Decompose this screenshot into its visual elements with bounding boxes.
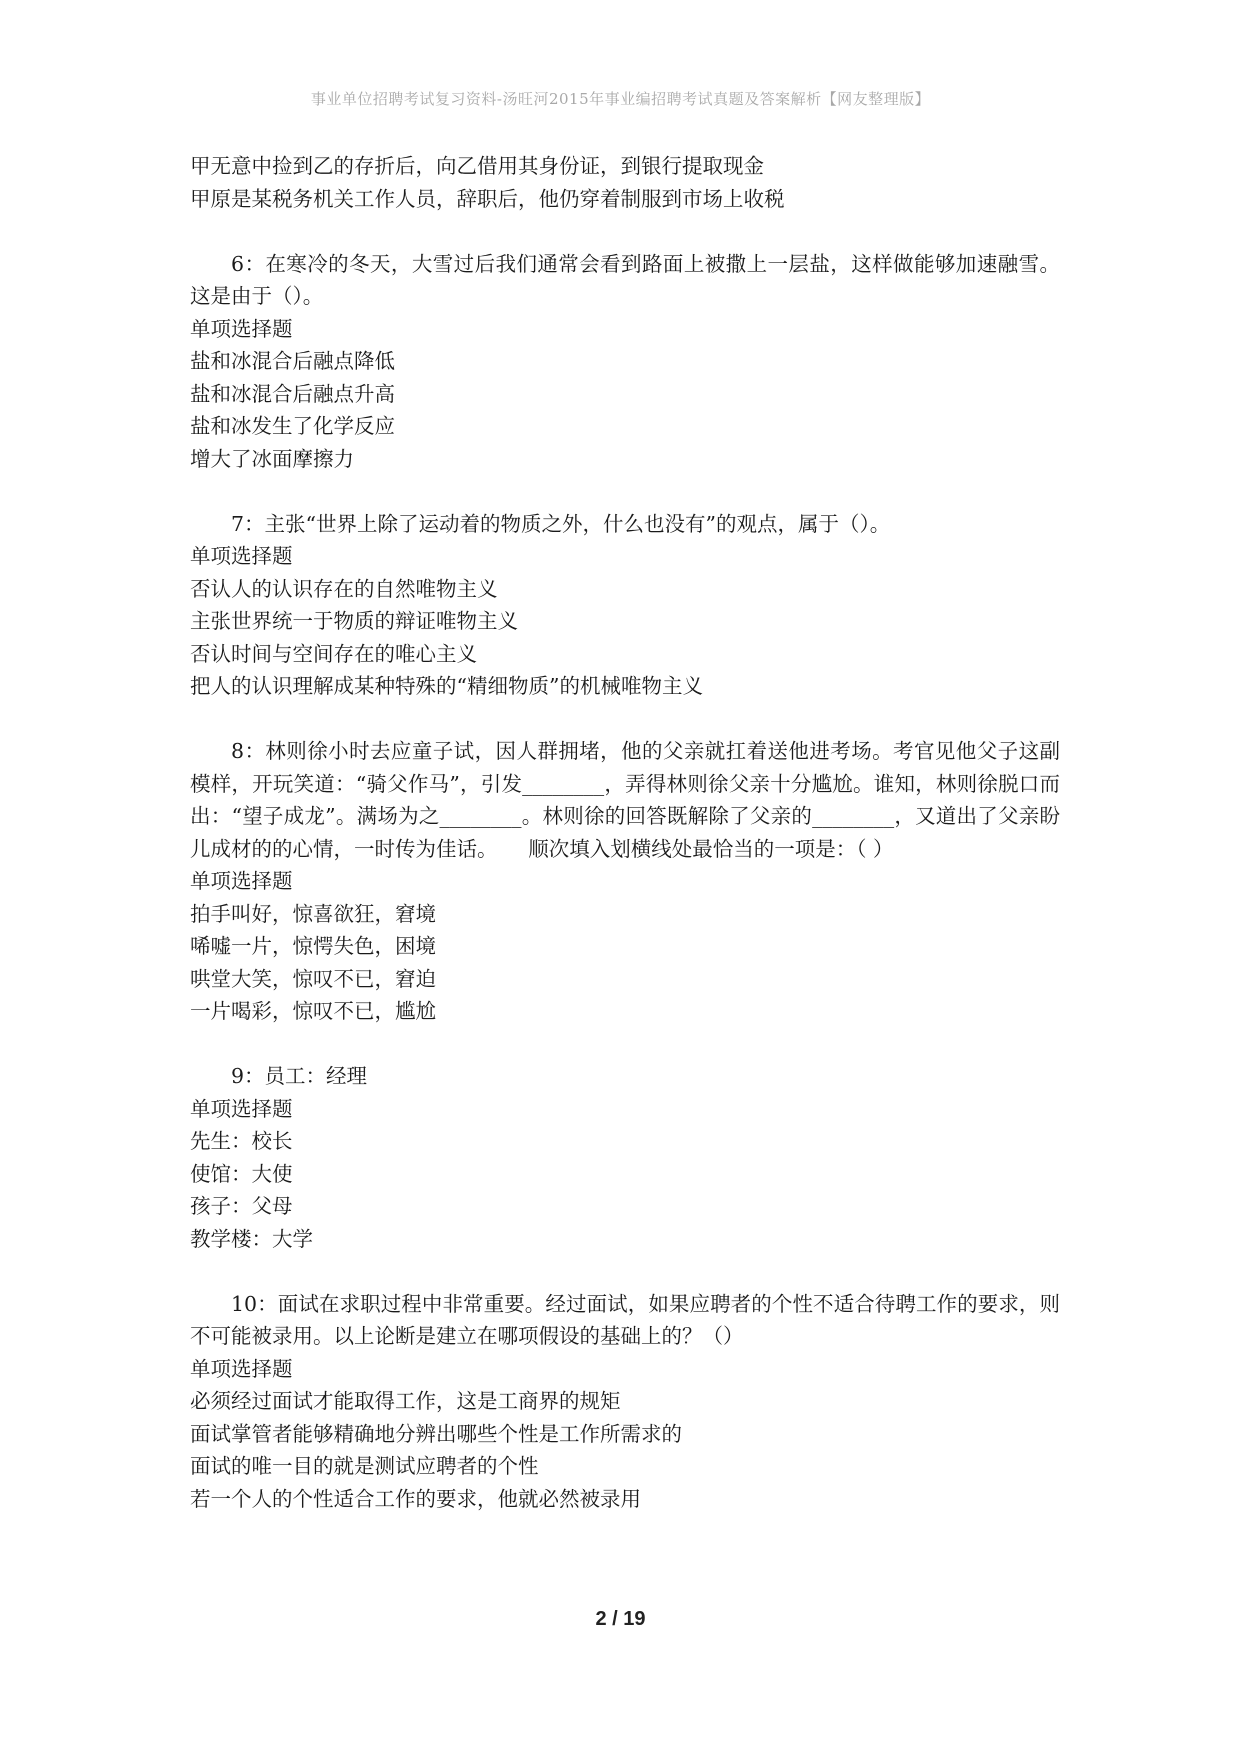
question-10: [190, 1288, 1060, 1516]
option-line: 使馆：大使: [190, 1161, 293, 1186]
option-line: 拍手叫好，惊喜欲狂，窘境: [190, 901, 436, 926]
question-text: 8：林则徐小时去应童子试，因人群拥堵，他的父亲就扛着送他进考场。考官见他父子这副模样，开玩笑道：“骑父作马”，引发________，弄得林则徐父亲十分尴尬。谁知，林则徐脱口而出：“望子成龙”。满场为之________。林则徐的回答既解除了父亲的________，又道出了父亲盼儿成材的的心情，一时传为佳话。 顺次填入划横线处最恰当的一项是：（ ）: [190, 739, 1060, 861]
option-line: 盐和冰混合后融点升高: [190, 381, 395, 406]
option-line: 唏嘘一片，惊愕失色，困境: [190, 934, 436, 958]
page-number: 2 / 19: [595, 1608, 646, 1630]
option-line: 甲原是某税务机关工作人员，辞职后，他仍穿着制服到市场上收税: [190, 186, 785, 211]
question-text: 9：员工：经理: [231, 1064, 368, 1088]
option-line: 把人的认识理解成某种特殊的“精细物质”的机械唯物主义: [190, 674, 703, 698]
question-6: [190, 248, 1060, 476]
question-7: [190, 508, 1060, 703]
question-type: 单项选择题: [190, 544, 293, 568]
question-type: 单项选择题: [190, 869, 293, 893]
question-text: 6：在寒冷的冬天，大雪过后我们通常会看到路面上被撒上一层盐，这样做能够加速融雪。这是由于（）。: [190, 251, 1060, 308]
option-line: 若一个人的个性适合工作的要求，他就必然被录用: [190, 1486, 641, 1511]
option-line: 一片喝彩，惊叹不已，尴尬: [190, 999, 436, 1023]
question-type: 单项选择题: [190, 1356, 293, 1381]
option-line: 盐和冰发生了化学反应: [190, 414, 395, 438]
page-header: 事业单位招聘考试复习资料-汤旺河2015年事业编招聘考试真题及答案解析【网友整理版】: [310, 90, 931, 108]
question-type: 单项选择题: [190, 1096, 293, 1121]
option-line: 先生：校长: [190, 1129, 293, 1153]
question-8: [190, 735, 1060, 1028]
question-text: 7：主张“世界上除了运动着的物质之外，什么也没有”的观点，属于（）。: [231, 511, 891, 536]
option-line: 盐和冰混合后融点降低: [190, 349, 395, 373]
option-line: 面试的唯一目的就是测试应聘者的个性: [190, 1454, 539, 1478]
option-line: 教学楼：大学: [190, 1226, 313, 1251]
question-type: 单项选择题: [190, 316, 293, 341]
option-line: 哄堂大笑，惊叹不已，窘迫: [190, 966, 436, 991]
option-line: 否认人的认识存在的自然唯物主义: [190, 576, 498, 601]
question-text: 10：面试在求职过程中非常重要。经过面试，如果应聘者的个性不适合待聘工作的要求，则不可能被录用。以上论断是建立在哪项假设的基础上的？（）: [190, 1291, 1060, 1348]
option-line: 否认时间与空间存在的唯心主义: [190, 641, 477, 666]
option-line: 主张世界统一于物质的辩证唯物主义: [190, 609, 518, 633]
question-9: [190, 1060, 1060, 1255]
option-line: 增大了冰面摩擦力: [190, 446, 354, 471]
option-line: 必须经过面试才能取得工作，这是工商界的规矩: [190, 1389, 621, 1413]
page-content: [190, 150, 1060, 1515]
option-line: 甲无意中捡到乙的存折后，向乙借用其身份证，到银行提取现金: [190, 154, 764, 178]
option-line: 孩子：父母: [190, 1194, 293, 1218]
option-line: 面试掌管者能够精确地分辨出哪些个性是工作所需求的: [190, 1421, 682, 1446]
